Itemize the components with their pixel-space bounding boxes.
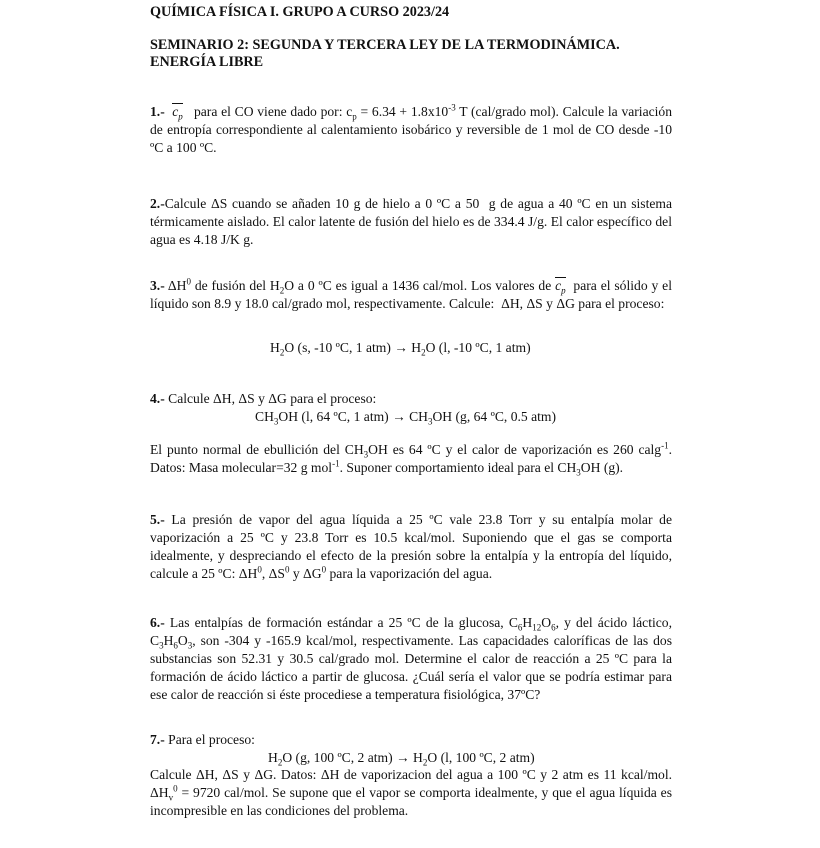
problem-number: 4.- xyxy=(150,391,165,406)
problem-number: 7.- xyxy=(150,732,165,747)
problem-number: 5.- xyxy=(150,512,165,527)
problem-4: 4.- Calcule ΔH, ΔS y ΔG para el proceso: xyxy=(150,391,377,406)
problem-7-equation: $H_2O$ (g, 100 ºC, 2 $atm) \to H_2O$ (l, 100 ºC, 2 atm) xyxy=(268,750,535,768)
problem-3-equation: $H_2O$ (s, -10 ºC, 1 $atm) \to H_2O$ (l, -10 ºC, 1 atm) xyxy=(270,340,531,358)
seminar-title: SEMINARIO 2: SEGUNDA Y TERCERA LEY DE LA TERMODINÁMICA. ENERGÍA LIBRE xyxy=(150,37,620,70)
problem-number: 6.- xyxy=(150,615,165,630)
problem-2: 2.-Calcule ΔS cuando se añaden 10 g de hielo a 0 ºC a 50 g de agua a 40 ºC en un sistema térmicamente aislado. El calor latente de fusión del hielo es de 334.4 J/g. El calor específico del agua es 4.18 J/K g. xyxy=(150,196,672,247)
problem-number: 2.- xyxy=(150,196,165,211)
problem-3: 3.- $\Delta H^0$ de fusión del $H_2O$ a 0 ºC es igual a 1436 cal/mol. Los valores de $c_p$ para el sólido y el líquido son 8.9 y 18.0 cal/grado mol, respectivamente. Calcule: ΔH, ΔS y ΔG para el proceso: xyxy=(150,276,672,311)
problem-1: 1.- $c_p$ para el CO viene dado por: $c_p = 6.34 + 1.8x10^{-3}$ T (cal/grado mol). Calcule la variación de entropía correspondiente al calentamiento isobárico y reversible de 1 mol de CO desde -10 ºC a 100 ºC. xyxy=(150,102,673,155)
problem-7: 7.- Para el proceso: xyxy=(150,732,255,747)
problem-7-note: Calcule ΔH, ΔS y ΔG. Datos: ΔH de vaporizacion del agua a 100 ºC y 2 atm es 11 kcal/mol. $\Delta H_v^0 = 9720$ cal/mol. Se supone que el vapor se comporta idealmente, y que el agua líquida es incompresible en las condiciones del problema. xyxy=(150,767,672,818)
problem-number: 1.- xyxy=(150,104,165,119)
problem-6: 6.- Las entalpías de formación estándar a 25 ºC de la glucosa, $C_6H_{12}O_6$, y del ácido láctico, $C_3H_6O_3$, son -304 y -165.9 kcal/mol, respectivamente. Las capacidades caloríficas de las dos substancias son 52.31 y 30.5 cal/grado mol. Determine el calor de reacción a 25 ºC para la formación de ácido láctico a partir de glucosa. ¿Cuál sería el valor que se podría estimar para ese calor de reacción si éste procediese a temperatura fisiológica, 37ºC? xyxy=(150,615,672,702)
problem-5: 5.- La presión de vapor del agua líquida a 25 ºC vale 23.8 Torr y su entalpía molar de vaporización a 25 ºC y 23.8 Torr es 10.5 kcal/mol. Suponiendo que el gas se comporta idealmente, y despreciando el efecto de la presión sobre la entalpía y la entropía del líquido, calcule a 25 ºC: $\Delta H^0$, $\Delta S^0$ y $\Delta G^0$ para la vaporización del agua. xyxy=(150,512,672,581)
problem-4-equation: $CH_3OH$ (l, 64 ºC, 1 $atm) \to CH_3OH$ (g, 64 ºC, 0.5 atm) xyxy=(255,409,557,427)
problem-4-note: El punto normal de ebullición del $CH_3OH$ es 64 ºC y el calor de vaporización es 260 calg$^{-1}$. Datos: Masa molecular=32 g mol$^{-1}$. Suponer comportamiento ideal para el $CH_3OH$ (g). xyxy=(150,440,672,478)
problem-number: 3.- xyxy=(150,278,165,293)
course-header: QUÍMICA FÍSICA I. GRUPO A CURSO 2023/24 xyxy=(150,4,450,20)
